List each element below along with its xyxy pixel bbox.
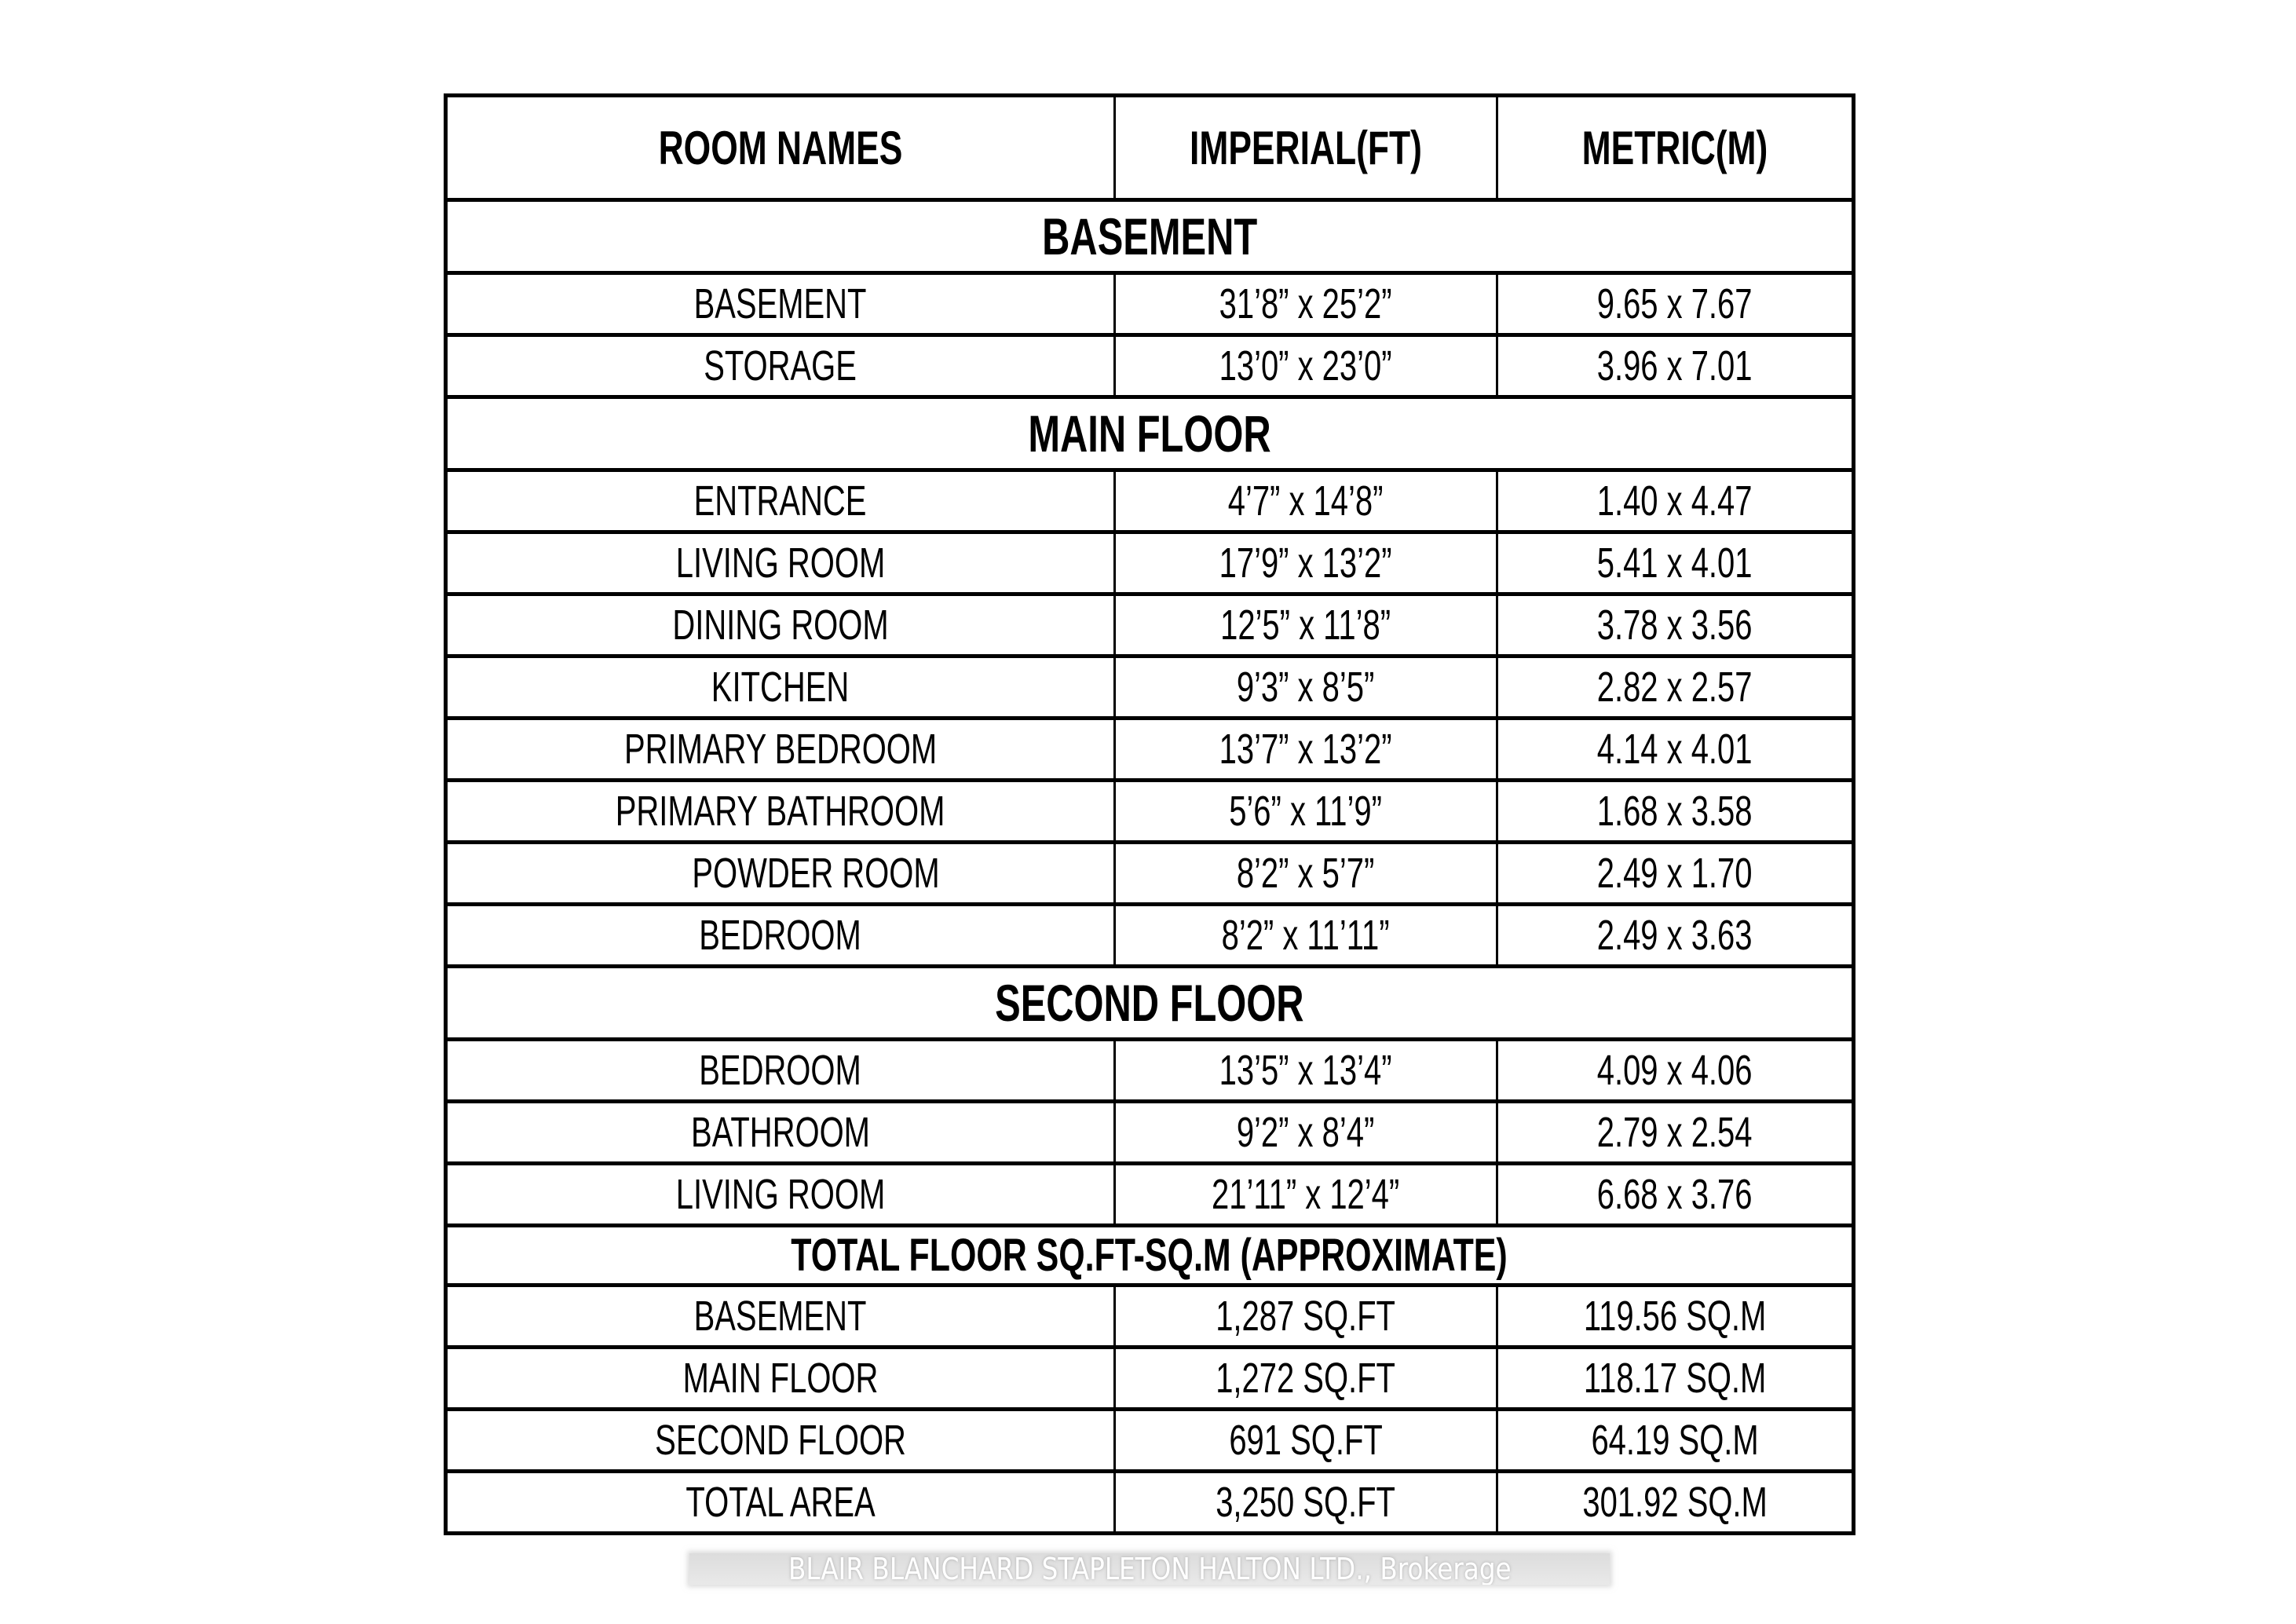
sqft-cell — [1115, 1472, 1497, 1534]
imperial-cell — [1115, 470, 1497, 532]
imperial-value: 9’2” x 8’4” — [1237, 1109, 1375, 1156]
metric-cell — [1497, 594, 1854, 657]
section-header-totals — [446, 1226, 1854, 1286]
totals-row-total-area — [446, 1472, 1854, 1534]
imperial-cell — [1115, 1102, 1497, 1164]
sqm-cell — [1497, 1472, 1854, 1534]
room-name-cell — [446, 532, 1115, 594]
table-row — [446, 905, 1854, 967]
metric-value: 2.49 x 1.70 — [1597, 850, 1753, 897]
table-row — [446, 1040, 1854, 1102]
metric-value: 2.82 x 2.57 — [1597, 664, 1753, 711]
section-header-second-floor — [446, 967, 1854, 1040]
room-name-cell — [446, 1164, 1115, 1226]
imperial-value: 4’7” x 14’8” — [1228, 477, 1384, 525]
room-name-cell — [446, 1102, 1115, 1164]
imperial-value: 13’7” x 13’2” — [1219, 726, 1392, 773]
room-name-cell — [446, 781, 1115, 843]
metric-cell — [1497, 1164, 1854, 1226]
sqm-cell — [1497, 1348, 1854, 1410]
floor-name-cell — [446, 1410, 1115, 1472]
totals-row — [446, 1348, 1854, 1410]
room-name: BEDROOM — [699, 1047, 862, 1094]
table-row — [446, 781, 1854, 843]
metric-cell — [1497, 532, 1854, 594]
sqm-cell — [1497, 1286, 1854, 1348]
imperial-cell — [1115, 781, 1497, 843]
room-name: BEDROOM — [699, 912, 862, 959]
metric-value: 3.96 x 7.01 — [1597, 342, 1753, 390]
metric-cell — [1497, 335, 1854, 397]
sqft-cell — [1115, 1286, 1497, 1348]
sqft-cell — [1115, 1410, 1497, 1472]
section-title: BASEMENT — [1041, 207, 1258, 265]
metric-cell — [1497, 781, 1854, 843]
imperial-value: 8’2” x 11’11” — [1222, 912, 1390, 959]
room-name-cell — [446, 594, 1115, 657]
floor-name-cell — [446, 1472, 1115, 1534]
table-row — [446, 1102, 1854, 1164]
sqft-value: 1,272 SQ.FT — [1216, 1355, 1396, 1402]
metric-cell — [1497, 1102, 1854, 1164]
room-dimensions-table — [444, 93, 1855, 1535]
table-row — [446, 719, 1854, 781]
floor-name: MAIN FLOOR — [682, 1355, 879, 1402]
room-name-cell — [446, 719, 1115, 781]
totals-row — [446, 1410, 1854, 1472]
room-name-cell — [446, 1040, 1115, 1102]
floor-name: BASEMENT — [694, 1293, 867, 1340]
imperial-value: 12’5” x 11’8” — [1220, 602, 1391, 649]
floor-name: TOTAL AREA — [686, 1479, 876, 1526]
room-name-cell — [446, 273, 1115, 335]
header-row — [446, 96, 1854, 200]
header-imperial — [1115, 96, 1497, 200]
brokerage-watermark — [689, 1553, 1610, 1585]
table-row — [446, 532, 1854, 594]
table-row — [446, 273, 1854, 335]
sqft-value: 691 SQ.FT — [1229, 1417, 1383, 1464]
metric-cell — [1497, 905, 1854, 967]
metric-cell — [1497, 657, 1854, 719]
imperial-value: 21’11” x 12’4” — [1212, 1171, 1400, 1218]
section-title: SECOND FLOOR — [995, 974, 1304, 1032]
sqft-cell — [1115, 1348, 1497, 1410]
sqm-value: 64.19 SQ.M — [1591, 1417, 1759, 1464]
section-header-basement — [446, 200, 1854, 273]
table-row — [446, 335, 1854, 397]
section-title: MAIN FLOOR — [1028, 404, 1271, 463]
room-name: BASEMENT — [694, 280, 867, 327]
imperial-cell — [1115, 335, 1497, 397]
section-title-cell — [446, 200, 1854, 273]
metric-value: 4.09 x 4.06 — [1597, 1047, 1753, 1094]
sqft-value: 1,287 SQ.FT — [1216, 1293, 1396, 1340]
section-title-cell — [446, 397, 1854, 470]
section-title-cell — [446, 967, 1854, 1040]
sqm-value: 119.56 SQ.M — [1583, 1293, 1767, 1340]
room-name-cell — [446, 843, 1115, 905]
room-name-cell — [446, 657, 1115, 719]
room-name: LIVING ROOM — [675, 1171, 886, 1218]
metric-value: 1.40 x 4.47 — [1597, 477, 1753, 525]
metric-cell — [1497, 843, 1854, 905]
imperial-value: 9’3” x 8’5” — [1237, 664, 1375, 711]
floor-name-cell — [446, 1348, 1115, 1410]
imperial-cell — [1115, 273, 1497, 335]
metric-value: 2.49 x 3.63 — [1597, 912, 1753, 959]
header-metric — [1497, 96, 1854, 200]
table-row — [446, 843, 1854, 905]
section-header-main-floor — [446, 397, 1854, 470]
metric-value: 3.78 x 3.56 — [1597, 602, 1753, 649]
metric-cell — [1497, 470, 1854, 532]
metric-value: 4.14 x 4.01 — [1597, 726, 1753, 773]
table-row — [446, 657, 1854, 719]
imperial-cell — [1115, 1040, 1497, 1102]
watermark-text: BLAIR BLANCHARD STAPLETON HALTON LTD., Brokerage — [788, 1553, 1512, 1585]
imperial-cell — [1115, 1164, 1497, 1226]
header-metric-label: METRIC(M) — [1581, 121, 1768, 174]
imperial-cell — [1115, 905, 1497, 967]
sqm-value: 118.17 SQ.M — [1583, 1355, 1767, 1402]
metric-value: 2.79 x 2.54 — [1597, 1109, 1753, 1156]
metric-value: 1.68 x 3.58 — [1597, 788, 1753, 835]
imperial-value: 31’8” x 25’2” — [1219, 280, 1392, 327]
table-row — [446, 594, 1854, 657]
metric-value: 9.65 x 7.67 — [1597, 280, 1753, 327]
imperial-cell — [1115, 594, 1497, 657]
header-room-names — [446, 96, 1115, 200]
imperial-value: 13’5” x 13’4” — [1219, 1047, 1392, 1094]
room-name: PRIMARY BEDROOM — [623, 726, 938, 773]
table-row — [446, 1164, 1854, 1226]
sqm-value: 301.92 SQ.M — [1582, 1479, 1768, 1526]
totals-row — [446, 1286, 1854, 1348]
imperial-value: 17’9” x 13’2” — [1219, 540, 1392, 587]
imperial-value: 8’2” x 5’7” — [1237, 850, 1375, 897]
metric-cell — [1497, 273, 1854, 335]
section-title-cell — [446, 1226, 1854, 1286]
imperial-cell — [1115, 657, 1497, 719]
room-name: KITCHEN — [711, 664, 850, 711]
floor-name-cell — [446, 1286, 1115, 1348]
room-name: LIVING ROOM — [675, 540, 886, 587]
room-name: BATHROOM — [691, 1109, 870, 1156]
metric-cell — [1497, 1040, 1854, 1102]
header-imperial-label: IMPERIAL(FT) — [1190, 121, 1422, 174]
metric-value: 5.41 x 4.01 — [1597, 540, 1753, 587]
room-name: POWDER ROOM — [692, 850, 940, 897]
imperial-value: 13’0” x 23’0” — [1219, 342, 1392, 390]
room-name-cell — [446, 470, 1115, 532]
room-name-cell — [446, 335, 1115, 397]
sqft-value: 3,250 SQ.FT — [1216, 1479, 1396, 1526]
sqm-cell — [1497, 1410, 1854, 1472]
room-name: PRIMARY BATHROOM — [616, 788, 945, 835]
room-name: STORAGE — [704, 342, 857, 390]
floor-name: SECOND FLOOR — [655, 1417, 906, 1464]
imperial-cell — [1115, 719, 1497, 781]
metric-value: 6.68 x 3.76 — [1597, 1171, 1753, 1218]
imperial-cell — [1115, 843, 1497, 905]
room-name-cell — [446, 905, 1115, 967]
room-name: DINING ROOM — [672, 602, 889, 649]
table-body — [446, 96, 1854, 1534]
header-room-names-label: ROOM NAMES — [658, 121, 903, 174]
room-name: ENTRANCE — [694, 477, 867, 525]
totals-title: TOTAL FLOOR SQ.FT-SQ.M (APPROXIMATE) — [791, 1230, 1508, 1281]
imperial-value: 5’6” x 11’9” — [1229, 788, 1383, 835]
metric-cell — [1497, 719, 1854, 781]
imperial-cell — [1115, 532, 1497, 594]
table-row — [446, 470, 1854, 532]
